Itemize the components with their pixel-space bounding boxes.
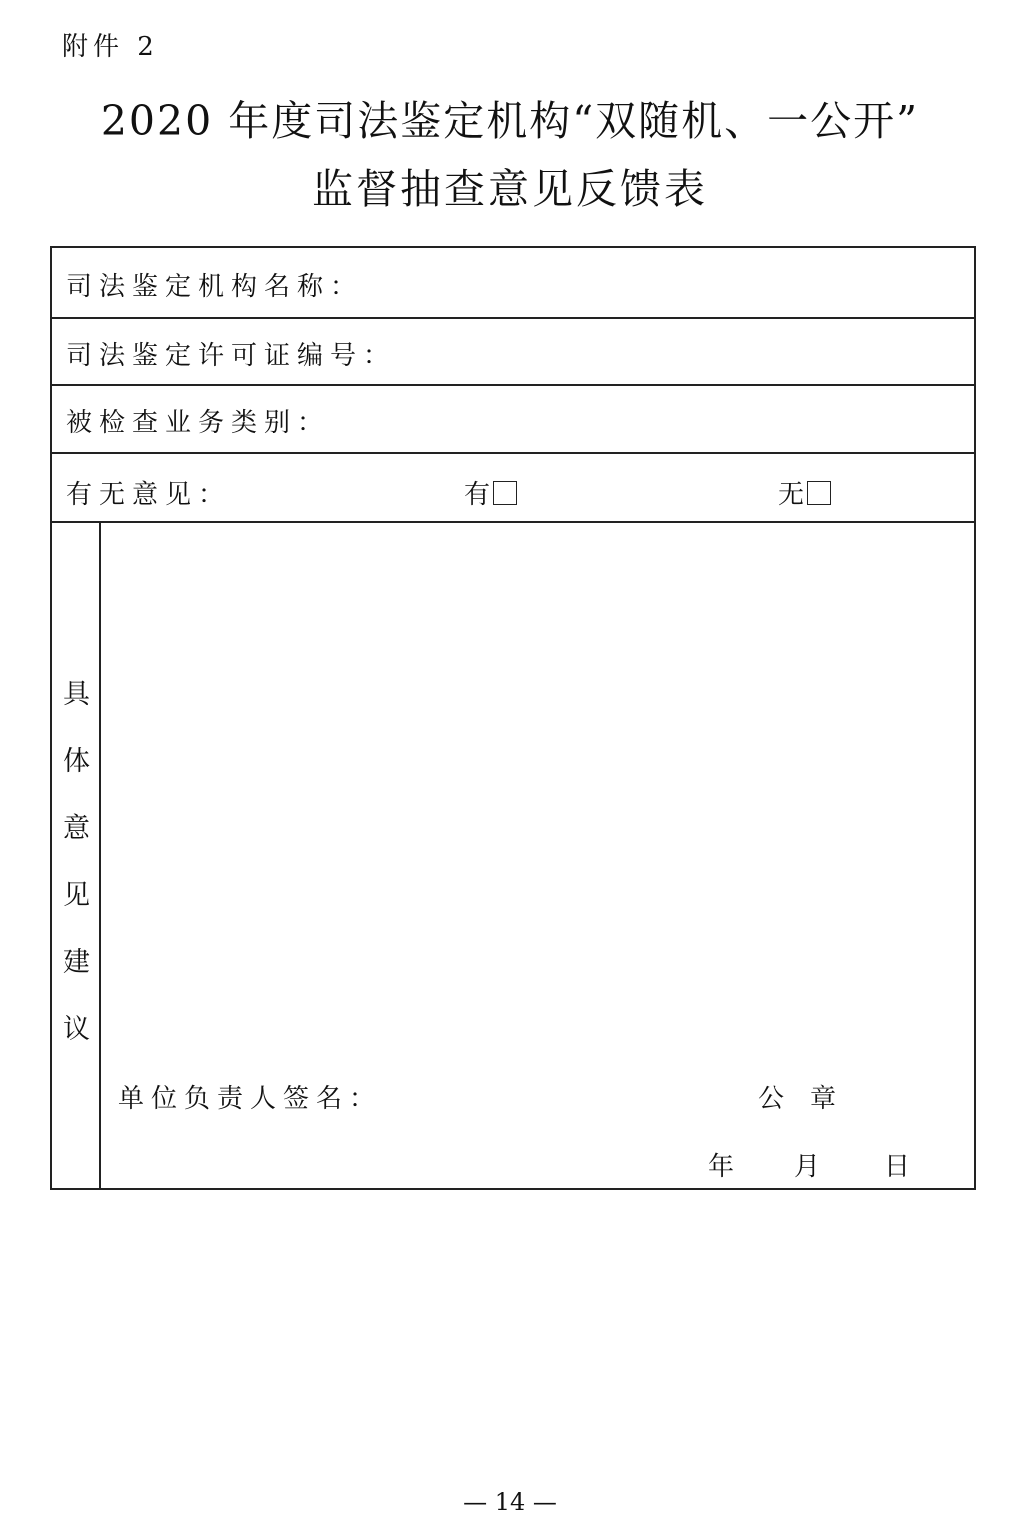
option-yes-label: 有 [464, 480, 491, 510]
option-no-checkbox[interactable] [807, 481, 831, 505]
page-title-line1: 2020 年度司法鉴定机构“双随机、一公开” [100, 97, 920, 145]
license-label: 司法鉴定许可证编号： [66, 341, 397, 371]
org-name-row[interactable] [52, 248, 974, 319]
date-year-label: 年 [708, 1152, 735, 1182]
seal-label: 公章 [758, 1084, 863, 1114]
license-row[interactable] [52, 319, 974, 386]
page-title-line2: 监督抽查意见反馈表 [312, 165, 708, 213]
detail-vertical-label [52, 661, 101, 1063]
org-name-label: 司法鉴定机构名称： [66, 272, 364, 302]
business-label: 被检查业务类别： [66, 408, 331, 438]
option-no-label: 无 [778, 480, 805, 510]
option-yes[interactable] [464, 474, 517, 511]
feedback-form-table [50, 246, 976, 1190]
business-row[interactable] [52, 386, 974, 454]
date-month-label: 月 [794, 1152, 821, 1182]
detail-label-char: 体 [63, 746, 90, 777]
option-yes-checkbox[interactable] [493, 481, 517, 505]
option-no[interactable] [778, 474, 831, 511]
detail-label-char: 议 [63, 1014, 90, 1045]
detail-label-char: 建 [63, 947, 90, 978]
page-number: — 14 — [463, 1488, 557, 1516]
detail-label-char: 见 [63, 880, 90, 911]
date-day-label: 日 [884, 1152, 911, 1182]
signature-label: 单位负责人签名： [118, 1084, 383, 1114]
opinion-row [52, 454, 974, 523]
detail-label-char: 意 [63, 813, 90, 844]
opinion-label: 有无意见： [66, 480, 232, 510]
attachment-label: 附件 2 [62, 32, 159, 62]
detail-label-char: 具 [63, 679, 90, 710]
